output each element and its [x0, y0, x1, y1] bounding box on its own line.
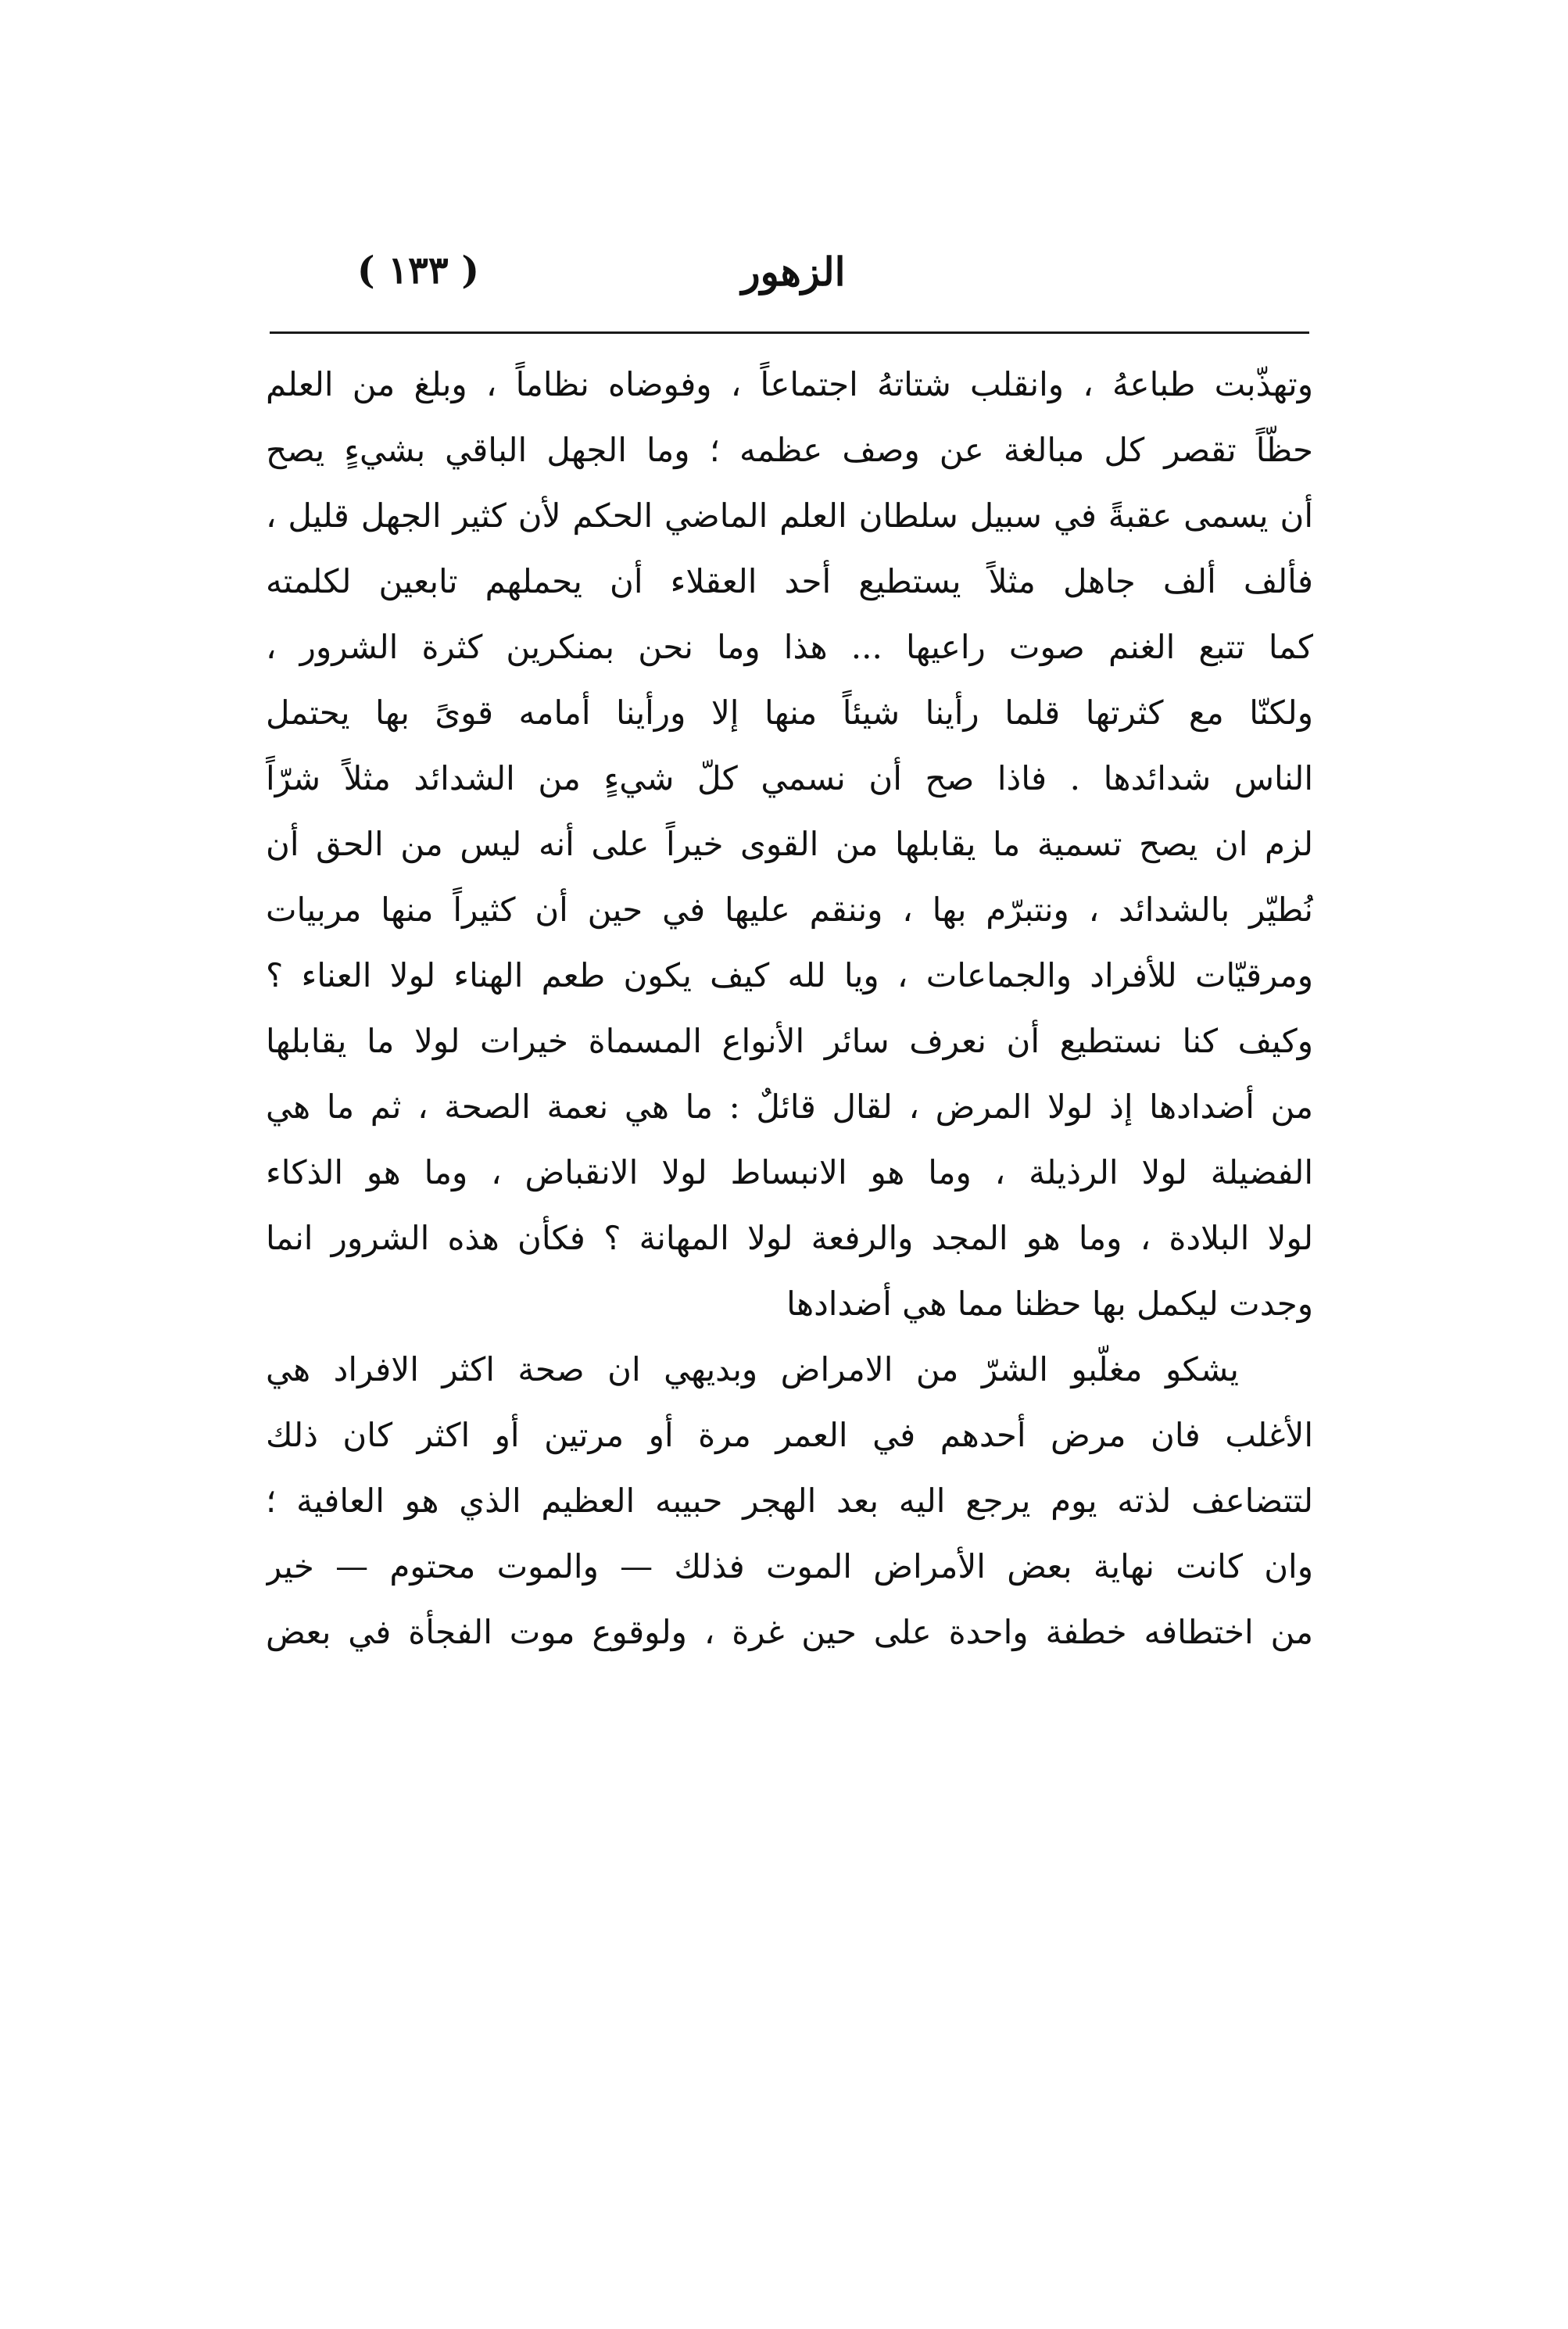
- text-line: الفضيلة لولا الرذيلة ، وما هو الانبساط لولا الانقباض ، وما هو الذكاء: [266, 1153, 1313, 1191]
- page-number: ( ١٣٣ ): [356, 249, 480, 292]
- body-text: [266, 352, 1313, 1665]
- text-line: الأغلب فان مرض أحدهم في العمر مرة أو مرتين أو اكثر كان ذلك: [266, 1416, 1313, 1454]
- header-rule: [270, 331, 1309, 334]
- text-line: ومرقيّات للأفراد والجماعات ، ويا لله كيف يكون طعم الهناء لولا العناء ؟: [266, 956, 1313, 994]
- page-header: [277, 235, 1309, 313]
- text-line: لزم ان يصح تسمية ما يقابلها من القوى خيراً على أنه ليس من الحق أن: [266, 825, 1313, 863]
- text-line: وان كانت نهاية بعض الأمراض الموت فذلك — والموت محتوم — خير: [266, 1547, 1313, 1586]
- text-line: وكيف كنا نستطيع أن نعرف سائر الأنواع المسماة خيرات لولا ما يقابلها: [266, 1022, 1313, 1060]
- text-line: حظّاً تقصر كل مبالغة عن وصف عظمه ؛ وما الجهل الباقي بشيءٍ يصح: [266, 431, 1313, 469]
- text-line: يشكو مغلّبو الشرّ من الامراض وبديهي ان صحة اكثر الافراد هي: [266, 1350, 1239, 1388]
- text-line: وجدت ليكمل بها حظنا مما هي أضدادها: [786, 1285, 1313, 1323]
- text-line: نُطيّر بالشدائد ، ونتبرّم بها ، وننقم عليها في حين أن كثيراً منها مربيات: [266, 890, 1313, 929]
- text-line: لولا البلادة ، وما هو المجد والرفعة لولا المهانة ؟ فكأن هذه الشرور انما: [266, 1219, 1313, 1257]
- text-line: كما تتبع الغنم صوت راعيها ... هذا وما نحن بمنكرين كثرة الشرور ،: [266, 628, 1313, 666]
- text-line: فألف ألف جاهل مثلاً يستطيع أحد العقلاء أن يحملهم تابعين لكلمته: [266, 562, 1313, 600]
- text-line: ولكنّا مع كثرتها قلما رأينا شيئاً منها إلا ورأينا أمامه قوىً بها يحتمل: [266, 693, 1313, 732]
- text-line: وتهذّبت طباعهُ ، وانقلب شتاتهُ اجتماعاً ، وفوضاه نظاماً ، وبلغ من العلم: [266, 365, 1313, 403]
- running-title: الزهور: [741, 249, 846, 295]
- text-line: من أضدادها إذ لولا المرض ، لقال قائلٌ : ما هي نعمة الصحة ، ثم ما هي: [266, 1087, 1313, 1126]
- text-line: من اختطافه خطفة واحدة على حين غرة ، ولوقوع موت الفجأة في بعض: [266, 1613, 1313, 1651]
- text-line: أن يسمى عقبةً في سبيل سلطان العلم الماضي الحكم لأن كثير الجهل قليل ،: [266, 496, 1313, 535]
- text-line: لتتضاعف لذته يوم يرجع اليه بعد الهجر حبيبه العظيم الذي هو العافية ؛: [266, 1482, 1313, 1520]
- text-line: الناس شدائدها . فاذا صح أن نسمي كلّ شيءٍ من الشدائد مثلاً شرّاً: [266, 759, 1313, 797]
